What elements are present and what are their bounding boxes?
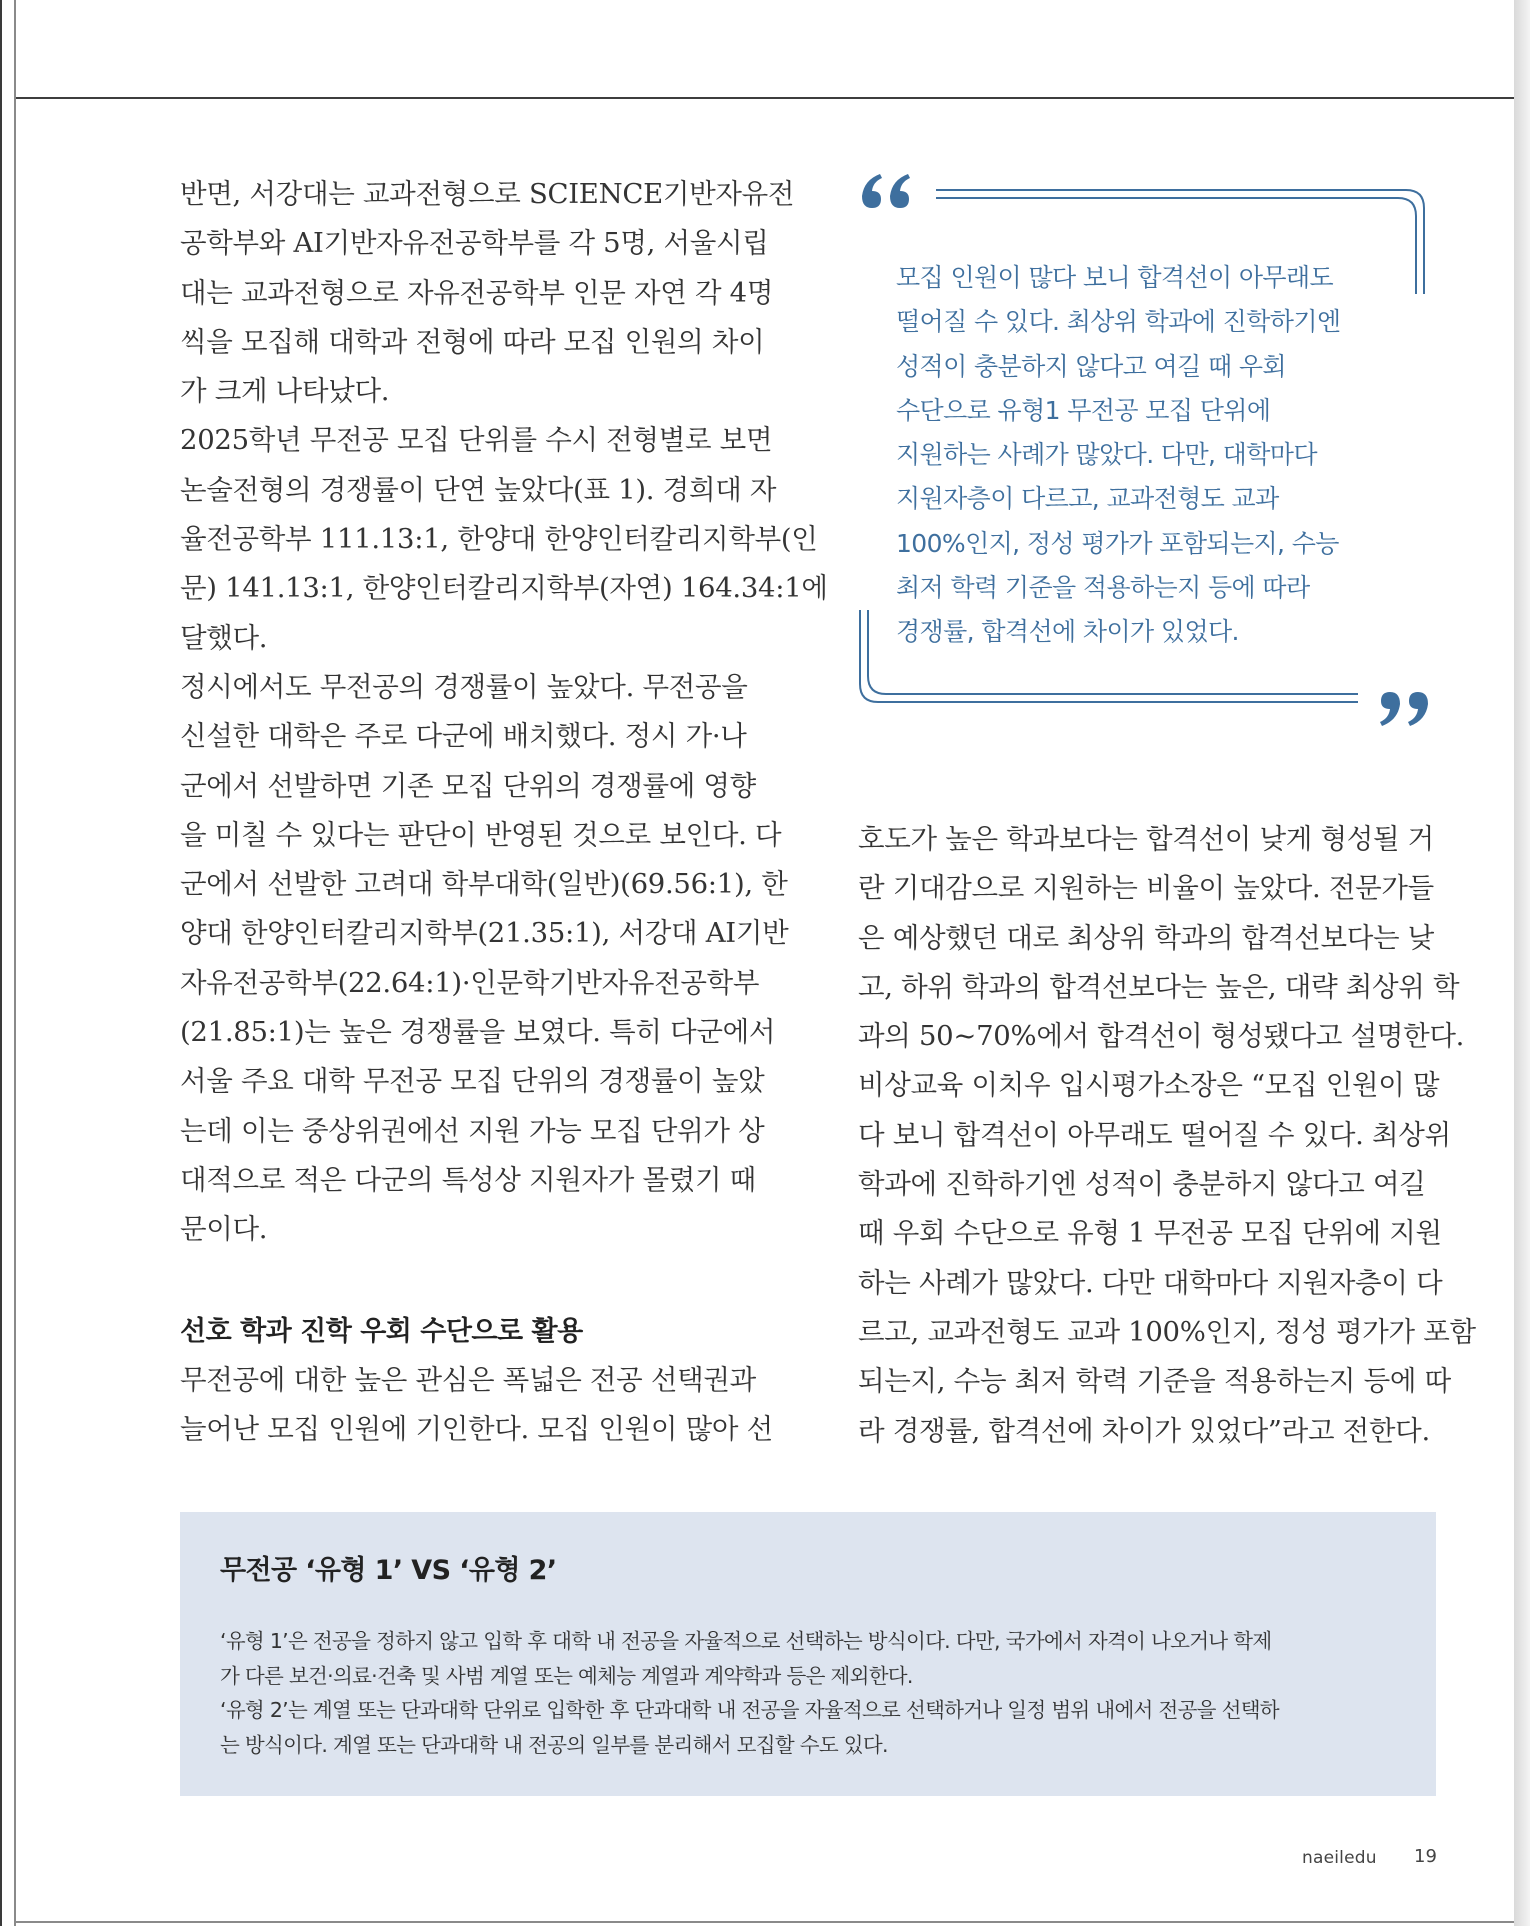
bottom-rule [16,1921,1514,1923]
right-column [858,815,1476,1456]
body-line: 비상교육 이치우 입시평가소장은 “모집 인원이 많 [858,1069,1440,1102]
info-box-body [220,1624,1410,1762]
body-line: 르고, 교과전형도 교과 100%인지, 정성 평가가 포함 [858,1315,1476,1348]
body-line: 은 예상했던 대로 최상위 학과의 합격선보다는 낮 [858,921,1434,954]
body-line: 신설한 대학은 주로 다군에 배치했다. 정시 가·나 [180,720,747,753]
body-line: 는데 이는 중상위권에선 지원 가능 모집 단위가 상 [180,1114,765,1147]
body-line: 다 보니 합격선이 아무래도 떨어질 수 있다. 최상위 [858,1118,1451,1151]
quote-line: 모집 인원이 많다 보니 합격선이 아무래도 [896,263,1334,292]
body-line: 호도가 높은 학과보다는 합격선이 낮게 형성될 거 [858,823,1434,855]
body-line: 학과에 진학하기엔 성적이 충분하지 않다고 여길 [858,1168,1426,1201]
quote-line: 수단으로 유형1 무전공 모집 단위에 [896,395,1271,425]
info-line: ‘유형 1’은 전공을 정하지 않고 입학 후 대학 내 전공을 자율적으로 선택하는 방식이다. 다만, 국가에서 자격이 나오거나 학제 [220,1629,1272,1653]
close-quote-icon [1376,686,1432,730]
body-line: 2025학년 무전공 모집 단위를 수시 전형별로 보면 [180,424,773,457]
body-line: 과의 50~70%에서 합격선이 형성됐다고 설명한다. [858,1020,1465,1053]
body-line: 되는지, 수능 최저 학력 기준을 적용하는지 등에 따 [858,1365,1451,1398]
body-line: 늘어난 모집 인원에 기인한다. 모집 인원이 많아 선 [180,1413,773,1446]
body-line: 하는 사례가 많았다. 다만 대학마다 지원자층이 다 [858,1266,1443,1299]
body-line: 대는 교과전형으로 자유전공학부 인문 자연 각 4명 [180,276,774,309]
open-quote-icon [858,170,914,214]
body-line: 양대 한양인터칼리지학부(21.35:1), 서강대 AI기반 [180,917,789,950]
left-column [180,170,828,1454]
info-line: 가 다른 보건·의료·건축 및 사범 계열 또는 예체능 계열과 계약학과 등은 제외한다. [220,1663,913,1688]
pull-quote-text [896,256,1416,655]
body-line: 군에서 선발하면 기존 모집 단위의 경쟁률에 영향 [180,769,756,802]
page-edge-left [0,0,16,1926]
page-number: 19 [1414,1846,1437,1867]
body-line: 라 경쟁률, 합격선에 차이가 있었다”라고 전한다. [858,1414,1430,1447]
top-rule [16,97,1514,99]
info-line: 는 방식이다. 계열 또는 단과대학 내 전공의 일부를 분리해서 모집할 수도 있다. [220,1732,888,1757]
body-line: 반면, 서강대는 교과전형으로 SCIENCE기반자유전 [180,178,795,210]
footer-brand: naeiledu [1302,1848,1377,1868]
info-box [180,1512,1436,1796]
body-line: 달했다. [180,621,268,654]
pull-quote [858,170,1438,730]
body-line: 씩을 모집해 대학과 전형에 따라 모집 인원의 차이 [180,325,765,358]
body-line: 군에서 선발한 고려대 학부대학(일반)(69.56:1), 한 [180,868,788,901]
quote-line: 100%인지, 정성 평가가 포함되는지, 수능 [896,528,1339,558]
body-line: 때 우회 수단으로 유형 1 무전공 모집 단위에 지원 [858,1217,1442,1250]
quote-line: 떨어질 수 있다. 최상위 학과에 진학하기엔 [896,307,1341,337]
body-line: 논술전형의 경쟁률이 단연 높았다(표 1). 경희대 자 [180,473,777,506]
body-line: 란 기대감으로 지원하는 비율이 높았다. 전문가들 [858,872,1434,905]
body-line: 문) 141.13:1, 한양인터칼리지학부(자연) 164.34:1에 [180,572,828,605]
section-heading: 선호 학과 진학 우회 수단으로 활용 [180,1315,583,1347]
quote-line: 지원자층이 다르고, 교과전형도 교과 [896,484,1279,514]
body-line: 공학부와 AI기반자유전공학부를 각 5명, 서울시립 [180,227,769,260]
body-line: 율전공학부 111.13:1, 한양대 한양인터칼리지학부(인 [180,523,818,556]
section-gap [180,1255,762,1307]
body-line: 자유전공학부(22.64:1)·인문학기반자유전공학부 [180,966,760,999]
body-line: 고, 하위 학과의 합격선보다는 높은, 대략 최상위 학 [858,970,1460,1003]
quote-line: 경쟁률, 합격선에 차이가 있었다. [896,617,1239,647]
info-line: ‘유형 2’는 계열 또는 단과대학 단위로 입학한 후 단과대학 내 전공을 자율적으로 선택하거나 일정 범위 내에서 전공을 선택하 [220,1698,1279,1722]
body-line: 서울 주요 대학 무전공 모집 단위의 경쟁률이 높았 [180,1065,765,1098]
page-edge-right [1514,0,1530,1926]
quote-line: 지원하는 사례가 많았다. 다만, 대학마다 [896,440,1317,470]
body-line: 문이다. [180,1213,268,1246]
body-line: (21.85:1)는 높은 경쟁률을 보였다. 특히 다군에서 [180,1016,776,1049]
body-line: 가 크게 나타났다. [180,375,390,408]
body-line: 정시에서도 무전공의 경쟁률이 높았다. 무전공을 [180,670,748,703]
body-line: 무전공에 대한 높은 관심은 폭넓은 전공 선택권과 [180,1363,756,1396]
body-line: 대적으로 적은 다군의 특성상 지원자가 몰렸기 때 [180,1163,756,1196]
body-line: 을 미칠 수 있다는 판단이 반영된 것으로 보인다. 다 [180,818,782,851]
info-box-title: 무전공 ‘유형 1’ VS ‘유형 2’ [220,1555,557,1586]
quote-line: 성적이 충분하지 않다고 여길 때 우회 [896,351,1286,381]
quote-line: 최저 학력 기준을 적용하는지 등에 따라 [896,573,1310,603]
